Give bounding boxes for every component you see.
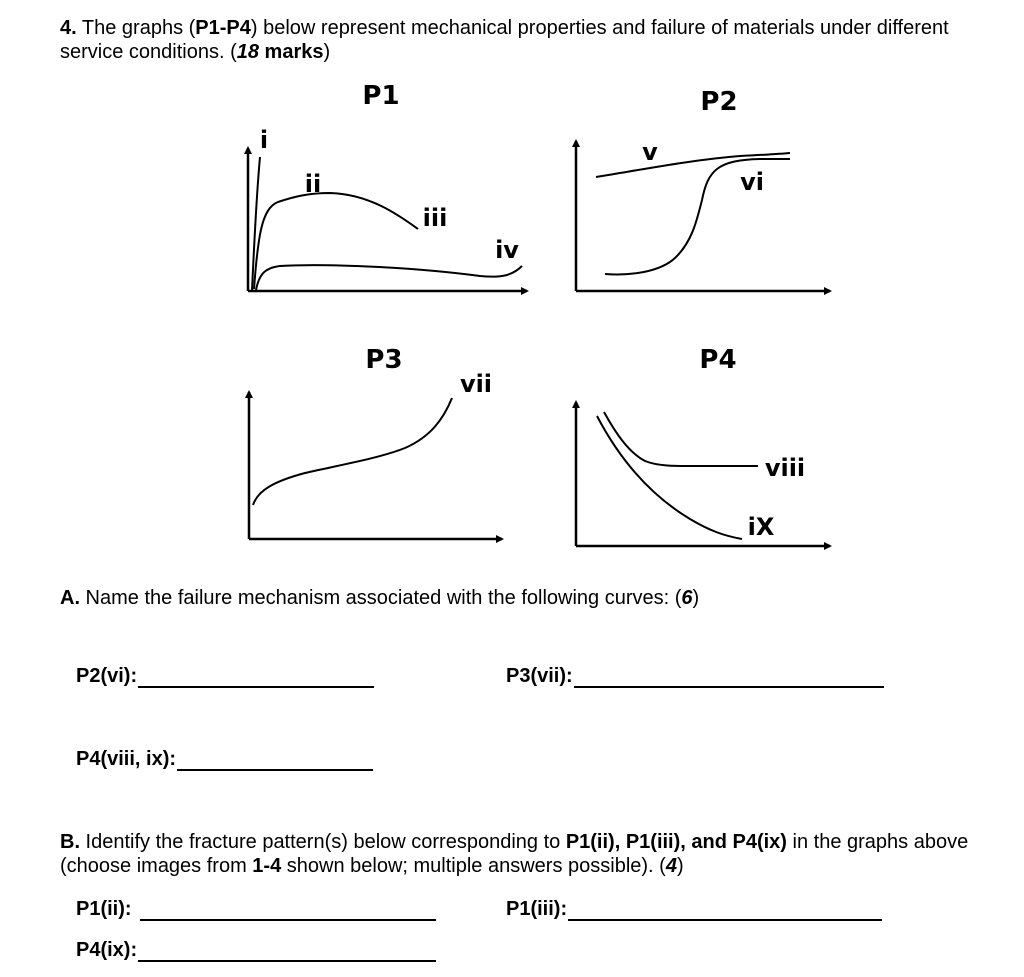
section-b-letter: B.: [60, 831, 80, 853]
graph-p4: [576, 345, 830, 546]
question-text-part: ): [323, 41, 331, 63]
question-text-part: ) below represent mechanical properties and failure of materials under different service conditions. (: [60, 17, 949, 63]
curve-label-ix: iX: [747, 513, 775, 541]
graph-p1: [248, 81, 527, 291]
field-label: P4(viii, ix):: [76, 748, 177, 770]
curve-label-i: i: [259, 126, 269, 154]
curve-label-v: v: [642, 138, 658, 166]
answer-line[interactable]: [140, 899, 436, 921]
marks-value: 18: [236, 41, 259, 63]
section-a-text: ): [692, 587, 700, 609]
section-a-prompt: [60, 586, 699, 610]
answer-line[interactable]: [568, 899, 882, 921]
curve-label-viii: viii: [764, 454, 806, 482]
question-number: 4.: [60, 17, 77, 39]
graph-title-p2: P2: [700, 87, 738, 117]
section-a-points: 6: [681, 587, 693, 609]
answer-field-p4-viii-ix: [76, 745, 373, 771]
section-b-text: ): [676, 855, 684, 877]
graph-title-p1: P1: [362, 81, 400, 111]
curve-label-vii: vii: [459, 370, 493, 398]
answer-line[interactable]: [574, 666, 884, 688]
graph-title-p3: P3: [365, 345, 403, 375]
section-b-range: 1-4: [252, 855, 282, 877]
field-label: P1(ii):: [76, 898, 132, 920]
section-a-letter: A.: [60, 587, 80, 609]
section-b-text: Identify the fracture pattern(s) below corresponding to: [80, 831, 566, 853]
curve-label-iii: iii: [422, 204, 448, 232]
graphs-reference: P1-P4: [195, 17, 251, 39]
answer-line[interactable]: [138, 940, 436, 962]
graph-p2: [576, 87, 830, 291]
section-b-points: 4: [665, 855, 677, 877]
marks-word: marks: [259, 41, 324, 63]
field-label: P2(vi):: [76, 665, 138, 687]
answer-field-p4-ix: [76, 936, 436, 962]
answer-line[interactable]: [177, 749, 373, 771]
answer-field-p1-iii: [506, 895, 882, 921]
section-a-text: Name the failure mechanism associated with the following curves: (: [80, 587, 682, 609]
curve-viii: [604, 412, 758, 466]
field-label: P3(vii):: [506, 665, 573, 687]
graph-p3: [249, 345, 502, 539]
curve-vii: [253, 398, 452, 505]
graph-title-p4: P4: [699, 345, 737, 375]
answer-line[interactable]: [138, 666, 374, 688]
section-b-text: shown below; multiple answers possible). (: [281, 855, 666, 877]
curve-label-vi: vi: [740, 168, 764, 196]
answer-field-p1-ii: [76, 895, 436, 921]
field-label: P4(ix):: [76, 939, 138, 961]
answer-field-p3-vii: [506, 662, 884, 688]
answer-field-p2-vi: [76, 662, 374, 688]
section-b-text: in the graphs above (choose images from: [60, 831, 969, 877]
field-label: P1(iii):: [506, 898, 568, 920]
curve-iii: [256, 265, 522, 290]
question-text-part: The graphs (: [81, 17, 196, 39]
section-b-refs: P1(ii), P1(iii), and P4(ix): [565, 831, 787, 853]
curve-ii: [254, 193, 418, 289]
curve-label-iv: iv: [495, 236, 519, 264]
section-b-prompt: [60, 830, 1010, 878]
curve-label-ii: ii: [304, 170, 322, 198]
